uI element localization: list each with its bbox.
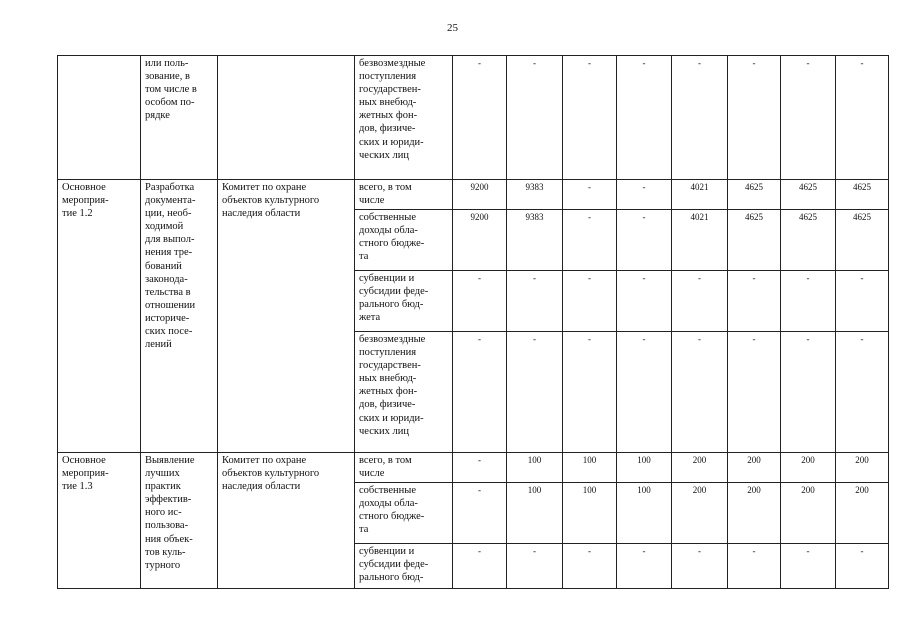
cell-text-line: ного ис- [145, 507, 182, 519]
cell-text-line: Комитет по охране [222, 455, 307, 466]
cell-text-line: отношении [145, 299, 196, 311]
cell-text-line: законода- [145, 273, 188, 285]
measure-cell [58, 453, 141, 589]
cell-text-line: Комитет по охране [222, 182, 307, 193]
cell-text-line: практик [145, 481, 181, 493]
cell-text-line: наследия области [222, 481, 301, 493]
value-cell: 100 [507, 483, 563, 544]
value-cell: 9383 [507, 180, 563, 210]
value-cell: - [617, 544, 672, 589]
source-cell [355, 271, 453, 332]
cell-text-line: наследия области [222, 208, 301, 220]
source-cell [355, 544, 453, 589]
cell-text-line: для выпол- [145, 234, 195, 246]
cell-text-line: стного бюдже- [359, 238, 425, 250]
value-cell: - [617, 210, 672, 271]
cell-text-line: тие 1.2 [62, 208, 93, 220]
value-cell: - [563, 180, 617, 210]
table-row [58, 56, 889, 180]
value-cell: - [617, 271, 672, 332]
value-cell: - [563, 210, 617, 271]
cell-text-line: объектов культурного [222, 195, 320, 207]
cell-text-line: субсидии феде- [359, 559, 429, 571]
table-row [58, 453, 889, 483]
source-cell [355, 453, 453, 483]
value-cell: 4625 [781, 210, 836, 271]
value-cell: - [563, 56, 617, 180]
cell-text-line: дов, физиче- [359, 399, 416, 411]
measure-cell [58, 180, 141, 453]
cell-text-line: числе [359, 195, 385, 207]
cell-text-line: пользова- [145, 520, 189, 532]
cell-text-line: ческих лиц [359, 425, 409, 437]
cell-text-line: ных внебюд- [359, 373, 417, 385]
value-cell: - [728, 544, 781, 589]
value-cell: 4625 [781, 180, 836, 210]
value-cell: - [453, 271, 507, 332]
cell-text-line: субвенции и [359, 546, 415, 557]
cell-text-line: всего, в том [359, 455, 412, 466]
cell-text-line: зование, в [145, 71, 190, 83]
cell-text-line: собственные [359, 212, 417, 223]
cell-text-line: особом по- [145, 97, 195, 109]
value-cell: - [453, 332, 507, 453]
cell-text-line: ских и юриди- [359, 136, 424, 148]
cell-text-line: турного [145, 559, 181, 571]
cell-text-line: Основное [62, 455, 106, 466]
value-cell: 100 [507, 453, 563, 483]
cell-text-line: ских и юриди- [359, 412, 424, 424]
source-cell [355, 483, 453, 544]
cell-text-line: тие 1.3 [62, 481, 93, 493]
value-cell: 200 [728, 483, 781, 544]
value-cell: - [507, 544, 563, 589]
measure-title-cell [141, 453, 218, 589]
value-cell: - [507, 56, 563, 180]
cell-text-line: ции, необ- [145, 208, 192, 220]
cell-text-line: нения тре- [145, 247, 193, 259]
cell-text-line: мероприя- [62, 468, 109, 480]
cell-text-line: доходы обла- [359, 498, 418, 510]
measure-title-cell [141, 180, 218, 453]
cell-text-line: Выявление [145, 455, 195, 466]
value-cell: - [453, 544, 507, 589]
value-cell: - [836, 271, 889, 332]
cell-text-line: поступления [359, 71, 417, 83]
value-cell: 100 [563, 483, 617, 544]
value-cell: - [836, 544, 889, 589]
cell-text-line: бований [145, 260, 182, 272]
value-cell: - [672, 271, 728, 332]
cell-text-line: поступления [359, 347, 417, 359]
cell-text-line: рального бюд- [359, 299, 424, 311]
value-cell: - [617, 56, 672, 180]
source-cell [355, 332, 453, 453]
cell-text-line: государствен- [359, 360, 421, 372]
cell-text-line: дов, физиче- [359, 123, 416, 135]
value-cell: - [507, 271, 563, 332]
cell-text-line: числе [359, 468, 385, 480]
cell-text-line: тельства в [145, 286, 191, 298]
value-cell: - [781, 56, 836, 180]
value-cell: - [781, 332, 836, 453]
cell-text-line: рального бюд- [359, 572, 424, 584]
cell-text-line: безвозмездные [359, 58, 426, 69]
cell-text-line: субсидии феде- [359, 286, 429, 298]
value-cell: 100 [617, 483, 672, 544]
cell-text-line: жетных фон- [359, 110, 418, 122]
source-cell [355, 210, 453, 271]
value-cell: - [781, 544, 836, 589]
value-cell: - [836, 56, 889, 180]
cell-text-line: лений [145, 339, 172, 351]
executor-cell [218, 180, 355, 453]
value-cell: - [781, 271, 836, 332]
value-cell: 200 [672, 453, 728, 483]
value-cell: - [617, 332, 672, 453]
value-cell: - [563, 544, 617, 589]
executor-cell [218, 56, 355, 180]
cell-text-line: та [359, 524, 369, 536]
cell-text-line: ния объек- [145, 533, 193, 545]
page-number: 25 [447, 22, 458, 34]
cell-text-line: ных внебюд- [359, 97, 417, 109]
cell-text-line: мероприя- [62, 195, 109, 207]
value-cell: - [563, 332, 617, 453]
value-cell: 9383 [507, 210, 563, 271]
value-cell: 4625 [836, 180, 889, 210]
cell-text-line: том числе в [145, 84, 197, 96]
cell-text-line: ских посе- [145, 326, 193, 338]
cell-text-line: та [359, 251, 369, 263]
cell-text-line: историче- [145, 312, 190, 324]
cell-text-line: доходы обла- [359, 225, 418, 237]
cell-text-line: субвенции и [359, 273, 415, 284]
value-cell: - [507, 332, 563, 453]
value-cell: 200 [728, 453, 781, 483]
cell-text-line: стного бюдже- [359, 511, 425, 523]
cell-text-line: собственные [359, 485, 417, 496]
source-cell [355, 180, 453, 210]
value-cell: 4021 [672, 180, 728, 210]
table-row [58, 180, 889, 210]
value-cell: - [453, 483, 507, 544]
cell-text-line: рядке [145, 110, 170, 122]
value-cell: 4021 [672, 210, 728, 271]
value-cell: - [672, 56, 728, 180]
value-cell: - [453, 453, 507, 483]
value-cell: 200 [672, 483, 728, 544]
value-cell: 4625 [728, 210, 781, 271]
value-cell: - [728, 56, 781, 180]
source-cell [355, 56, 453, 180]
value-cell: - [672, 332, 728, 453]
value-cell: - [453, 56, 507, 180]
value-cell: 200 [781, 453, 836, 483]
value-cell: 100 [617, 453, 672, 483]
cell-text-line: всего, в том [359, 182, 412, 193]
executor-cell [218, 453, 355, 589]
cell-text-line: безвозмездные [359, 334, 426, 345]
cell-text-line: документа- [145, 195, 196, 207]
cell-text-line: лучших [145, 468, 180, 480]
measure-cell [58, 56, 141, 180]
value-cell: - [728, 332, 781, 453]
value-cell: 9200 [453, 180, 507, 210]
value-cell: - [563, 271, 617, 332]
cell-text-line: ходимой [145, 221, 184, 233]
cell-text-line: эффектив- [145, 494, 192, 506]
value-cell: - [617, 180, 672, 210]
value-cell: - [728, 271, 781, 332]
cell-text-line: жета [359, 312, 381, 324]
value-cell: 200 [836, 483, 889, 544]
value-cell: - [836, 332, 889, 453]
cell-text-line: Разработка [145, 182, 195, 193]
value-cell: - [672, 544, 728, 589]
cell-text-line: государствен- [359, 84, 421, 96]
cell-text-line: ческих лиц [359, 149, 409, 161]
cell-text-line: Основное [62, 182, 106, 193]
value-cell: 4625 [836, 210, 889, 271]
budget-table [57, 55, 889, 589]
cell-text-line: объектов культурного [222, 468, 320, 480]
cell-text-line: жетных фон- [359, 386, 418, 398]
measure-title-cell [141, 56, 218, 180]
cell-text-line: или поль- [145, 58, 189, 69]
value-cell: 100 [563, 453, 617, 483]
value-cell: 200 [836, 453, 889, 483]
value-cell: 4625 [728, 180, 781, 210]
cell-text-line: тов куль- [145, 546, 186, 558]
value-cell: 9200 [453, 210, 507, 271]
value-cell: 200 [781, 483, 836, 544]
